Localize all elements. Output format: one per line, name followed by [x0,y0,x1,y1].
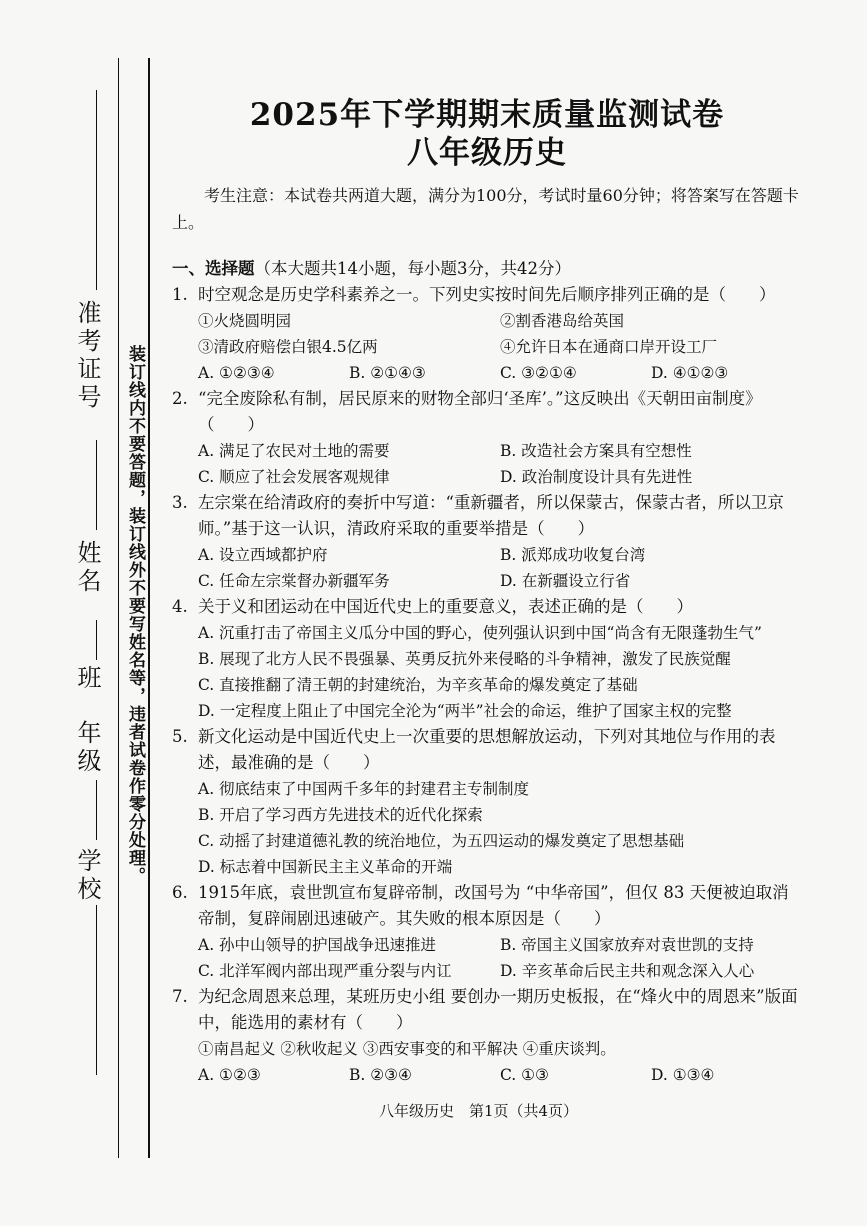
option-c: C. 任命左宗棠督办新疆军务 [198,572,390,590]
option-d: D. ①③④ [651,1066,715,1084]
option-b: B. 帝国主义国家放弃对袁世凯的支持 [500,936,754,954]
option-c: C. 顺应了社会发展客观规律 [198,468,390,486]
question-stem: 时空观念是历史学科素养之一。下列史实按时间先后顺序排列正确的是（ ） [198,285,776,304]
question-item: ①火烧圆明园 [198,312,292,330]
option-d: D. 政治制度设计具有先进性 [500,468,693,486]
option-a: A. ①②③ [198,1066,261,1084]
binding-margin [0,0,160,1226]
question-item: ②割香港岛给英国 [500,312,625,330]
option-b: B. ②①④③ [349,364,426,382]
name-line [96,440,97,530]
grade-label: 年级 [73,720,101,776]
exam-number-line [96,90,97,290]
question-number: 2. [172,389,188,408]
question-1 [172,282,802,386]
question-3 [172,490,802,594]
exam-subject: 八年级历史 [407,135,567,171]
binding-line-outer [118,58,119,1158]
option-b: B. 改造社会方案具有空想性 [500,442,692,460]
exam-notice: 考生注意：本试卷共两道大题，满分为100分，考试时量60分钟；将答案写在答题卡上。 [172,186,799,232]
option-b: B. 开启了学习西方先进技术的近代化探索 [198,806,483,824]
option-a: A. 满足了农民对土地的需要 [198,442,390,460]
option-a: A. 孙中山领导的护国战争迅速推进 [198,936,437,954]
option-c: C. ③②①④ [500,364,577,382]
question-stem: “完全废除私有制，居民原来的财物全部归‘圣库’。”这反映出《天朝田亩制度》（ ） [198,389,762,434]
option-d: D. 在新疆设立行省 [500,572,631,590]
binding-line-inner [148,58,150,1158]
class-line [96,620,97,660]
option-a: A. ①②③④ [198,364,275,382]
school-line-top [96,780,97,840]
option-c: C. 直接推翻了清王朝的封建统治，为辛亥革命的爆发奠定了基础 [198,676,638,694]
question-number: 5. [172,727,188,746]
question-number: 1. [172,285,188,304]
option-d: D. 一定程度上阻止了中国完全沦为“两半”社会的命运，维护了国家主权的完整 [198,702,732,720]
exam-number-label: 准考证号 [73,300,101,412]
class-label: 班 [73,665,101,693]
question-number: 6. [172,883,188,902]
option-a: A. 彻底结束了中国两千多年的封建君主专制制度 [198,780,530,798]
exam-content [172,96,802,1088]
option-c: C. ①③ [500,1066,549,1084]
option-b: B. 派郑成功收复台湾 [500,546,646,564]
option-d: D. 辛亥革命后民主共和观念深入人心 [500,962,755,980]
school-label: 学校 [73,848,101,904]
school-line-bottom [96,905,97,1075]
question-number: 7. [172,987,188,1006]
name-label: 姓名 [73,540,101,596]
option-c: C. 动摇了封建道德礼教的统治地位，为五四运动的爆发奠定了思想基础 [198,832,685,850]
question-item: ④允许日本在通商口岸开设工厂 [500,338,718,356]
question-stem: 左宗棠在给清政府的奏折中写道：“重新疆者，所以保蒙古，保蒙古者，所以卫京师。”基于这一认识，清政府采取的重要举措是（ ） [198,493,784,538]
question-7 [172,984,802,1088]
question-number: 4. [172,597,188,616]
question-4 [172,594,802,724]
section-heading [172,256,802,282]
option-b: B. 展现了北方人民不畏强暴、英勇反抗外来侵略的斗争精神，激发了民族觉醒 [198,650,731,668]
section-name: 一、选择题 [172,259,255,278]
option-b: B. ②③④ [349,1066,412,1084]
page-footer: 八年级历史 第1页（共4页） [378,1102,579,1120]
option-a: A. 设立西域都护府 [198,546,328,564]
exam-title: 2025年下学期期末质量监测试卷 [249,97,725,133]
question-item: ③清政府赔偿白银4.5亿两 [198,338,378,356]
question-stem: 关于义和团运动在中国近代史上的重要意义，表述正确的是（ ） [198,597,693,616]
question-2 [172,386,802,490]
option-a: A. 沉重打击了帝国主义瓜分中国的野心，使列强认识到中国“尚含有无限蓬勃生气” [198,624,762,642]
option-c: C. 北洋军阀内部出现严重分裂与内讧 [198,962,452,980]
question-5 [172,724,802,880]
binding-warning: 装订线内不要答题，装订线外不要写姓名等，违者试卷作零分处理。 [125,345,145,885]
option-d: D. 标志着中国新民主主义革命的开端 [198,858,453,876]
question-stem: 新文化运动是中国近代史上一次重要的思想解放运动，下列对其地位与作用的表述，最准确的是（ ） [198,727,776,772]
section-desc: （本大题共14小题，每小题3分，共42分） [254,259,571,278]
question-stem: 为纪念周恩来总理，某班历史小组 要创办一期历史板报，在“烽火中的周恩来”版面中，能选用的素材有（ ） [198,987,798,1032]
question-stem: 1915年底，袁世凯宣布复辟帝制，改国号为 “中华帝国”，但仅 83 天便被迫取消帝制，复辟闹剧迅速破产。其失败的根本原因是（ ） [198,883,789,928]
option-d: D. ④①②③ [651,364,729,382]
question-6 [172,880,802,984]
question-items: ①南昌起义 ②秋收起义 ③西安事变的和平解决 ④重庆谈判。 [198,1040,616,1058]
question-number: 3. [172,493,188,512]
